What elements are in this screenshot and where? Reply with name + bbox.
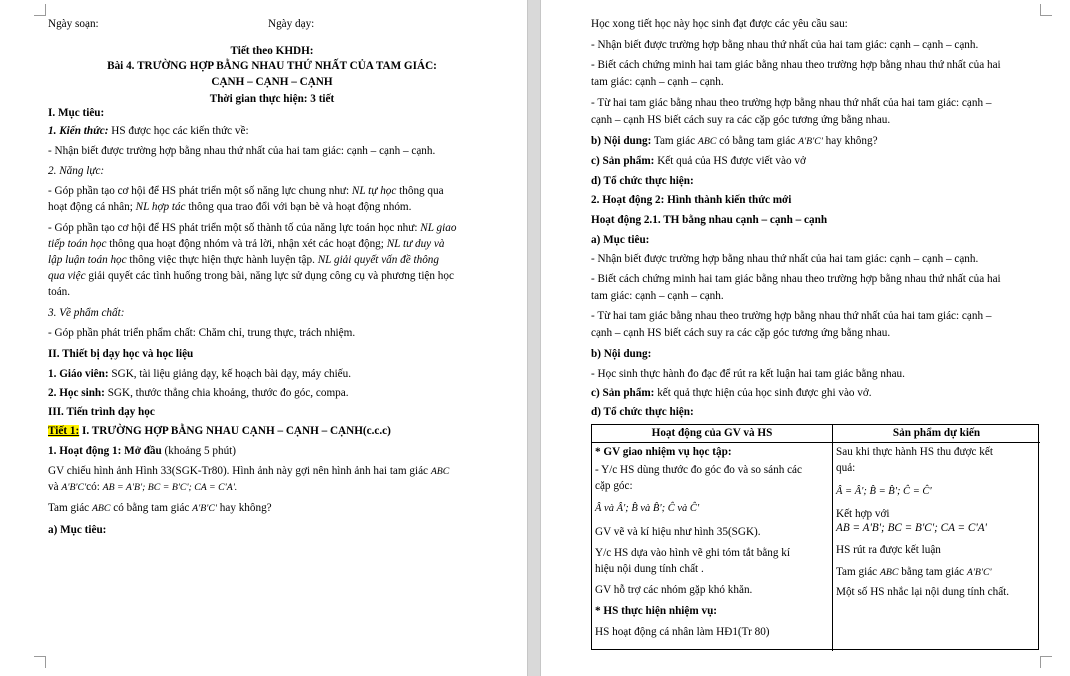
requirement-3-line2: cạnh – cạnh HS biết cách suy ra các cặp góc tương ứng bằng nhau. — [591, 114, 891, 126]
table-cell-text: hiệu nội dung tính chất . — [595, 563, 704, 575]
objective-2-line2: tam giác: cạnh – cạnh – cạnh. — [591, 290, 724, 302]
objective-2-line1: - Biết cách chứng minh hai tam giác bằng nhau theo trường hợp bằng nhau thứ nhất của hai — [591, 273, 1001, 285]
crop-mark — [1040, 4, 1052, 16]
requirements-intro: Học xong tiết học này học sinh đạt được các yêu cầu sau: — [591, 18, 848, 30]
table-cell-text: GV hỗ trợ các nhóm gặp khó khăn. — [595, 584, 753, 596]
lesson-number: Tiết theo KHDH: — [230, 45, 314, 57]
table-cell-text: quả: — [836, 462, 856, 474]
organize-heading: d) Tổ chức thực hiện: — [591, 175, 694, 187]
table-column-divider — [832, 425, 833, 651]
competency-math-line5: toán. — [48, 286, 71, 298]
crop-mark — [1040, 656, 1052, 668]
table-cell-text: Tam giác ABC bằng tam giác A'B'C' — [836, 566, 992, 578]
date-prepare: Ngày soạn: — [48, 18, 99, 30]
competency-math-line4: qua việc giải quyết các tình huống trong bài, năng lực sử dụng công cụ và phương tiện học — [48, 270, 454, 282]
product-line: c) Sản phẩm: Kết quả của HS được viết vào vở — [591, 155, 806, 167]
table-cell-text: HS rút ra được kết luận — [836, 544, 941, 556]
table-cell-text: cặp góc: — [595, 480, 633, 492]
table-cell-text: HS hoạt động cá nhân làm HĐ1(Tr 80) — [595, 626, 770, 638]
lesson-title-line1: Bài 4. TRƯỜNG HỢP BẰNG NHAU THỨ NHẤT CỦA TAM GIÁC: — [107, 60, 437, 72]
table-cell-angles: Â và Â'; B̂ và B̂'; Ĉ và Ĉ' — [595, 503, 700, 514]
table-cell-text: Y/c HS dựa vào hình vẽ ghi tóm tắt bằng kí — [595, 547, 790, 559]
content-line: b) Nội dung: Tam giác ABC có bằng tam giác A'B'C' hay không? — [591, 135, 878, 147]
crop-mark — [34, 4, 46, 16]
activity1-question: Tam giác ABC có bằng tam giác A'B'C' hay không? — [48, 502, 272, 514]
document-page-left[interactable] — [0, 0, 527, 676]
qualities-heading: 3. Về phẩm chất: — [48, 307, 125, 319]
competency-general-line1: - Góp phần tạo cơ hội để HS phát triển một số năng lực chung như: NL tự học thông qua — [48, 185, 444, 197]
objective-3-line2: cạnh – cạnh HS biết cách suy ra các cặp góc tương ứng bằng nhau. — [591, 327, 891, 339]
activity1-objective: a) Mục tiêu: — [48, 524, 107, 536]
activity-table — [591, 424, 1039, 650]
activity2-heading: 2. Hoạt động 2: Hình thành kiến thức mới — [591, 194, 792, 206]
section-process: III. Tiến trình dạy học — [48, 406, 155, 418]
competency-math-line2: tiếp toán học thông qua hoạt động nhóm và trả lời, nhận xét các hoạt động; NL tư duy và — [48, 238, 445, 250]
table-cell-angles: Â = Â'; B̂ = B̂'; Ĉ = Ĉ' — [836, 486, 932, 497]
period-one-heading: Tiết 1: I. TRƯỜNG HỢP BẰNG NHAU CẠNH – CẠNH – CẠNH(c.c.c) — [48, 425, 391, 437]
product2-line: c) Sản phẩm: kết quả thực hiện của học sinh được ghi vào vở. — [591, 387, 872, 399]
table-cell-text: * GV giao nhiệm vụ học tập: — [595, 446, 732, 458]
section-objectives: I. Mục tiêu: — [48, 107, 105, 119]
lesson-duration: Thời gian thực hiện: 3 tiết — [209, 93, 335, 105]
table-cell-text: Sau khi thực hành HS thu được kết — [836, 446, 993, 458]
competency-math-line1: - Góp phần tạo cơ hội để HS phát triển một số thành tố của năng lực toán học như: NL giao — [48, 222, 457, 234]
requirement-2-line1: - Biết cách chứng minh hai tam giác bằng nhau theo trường hợp bằng nhau thứ nhất của hai — [591, 59, 1001, 71]
page-gap — [527, 0, 541, 676]
equipment-student: 2. Học sinh: SGK, thước thẳng chia khoảng, thước đo góc, compa. — [48, 387, 349, 399]
table-header-divider — [592, 442, 1040, 443]
knowledge-line: 1. Kiến thức: HS được học các kiến thức về: — [48, 125, 249, 137]
table-cell-text: * HS thực hiện nhiệm vụ: — [595, 605, 718, 617]
lesson-title-line2: CẠNH – CẠNH – CẠNH — [211, 76, 333, 88]
competency-math-line3: lập luận toán học thông việc thực hiện thực hành luyện tập. NL giải quyết vấn đề thông — [48, 254, 439, 266]
activity21-objective: a) Mục tiêu: — [591, 234, 650, 246]
table-cell-formula: AB = A'B'; BC = B'C'; CA = C'A' — [836, 522, 987, 534]
requirement-2-line2: tam giác: cạnh – cạnh – cạnh. — [591, 76, 724, 88]
table-header-product: Sản phẩm dự kiến — [892, 427, 981, 439]
activity1-heading: 1. Hoạt động 1: Mở đầu (khoảng 5 phút) — [48, 445, 236, 457]
competency-heading: 2. Năng lực: — [48, 165, 105, 177]
activity1-text-line1: GV chiếu hình ảnh Hình 33(SGK-Tr80). Hình ảnh này gợi nên hình ảnh hai tam giác ABC — [48, 465, 450, 477]
objective-3-line1: - Từ hai tam giác bằng nhau theo trường hợp bằng nhau thứ nhất của hai tam giác: cạnh – — [591, 310, 992, 322]
activity21-heading: Hoạt động 2.1. TH bằng nhau cạnh – cạnh – cạnh — [591, 214, 828, 226]
table-header-activity: Hoạt động của GV và HS — [651, 427, 773, 439]
table-cell-text: GV vẽ và kí hiệu như hình 35(SGK). — [595, 526, 761, 538]
content2-text: - Học sinh thực hành đo đạc để rút ra kết luận hai tam giác bằng nhau. — [591, 368, 905, 380]
date-teach: Ngày dạy: — [268, 18, 315, 30]
requirement-3-line1: - Từ hai tam giác bằng nhau theo trường hợp bằng nhau thứ nhất của hai tam giác: cạnh – — [591, 97, 992, 109]
table-cell-text: - Y/c HS dùng thước đo góc đo và so sánh các — [595, 464, 802, 476]
table-cell-text: Kết hợp với — [836, 508, 890, 520]
document-page-right[interactable] — [541, 0, 1070, 676]
objective-1: - Nhận biết được trường hợp bằng nhau thứ nhất của hai tam giác: cạnh – cạnh – cạnh. — [591, 253, 979, 265]
table-cell-text: Một số HS nhắc lại nội dung tính chất. — [836, 586, 1010, 598]
activity1-text-line2: và A'B'C'có: AB = A'B'; BC = B'C'; CA = C'A'. — [48, 481, 238, 493]
section-equipment: II. Thiết bị dạy học và học liệu — [48, 348, 194, 360]
equipment-teacher: 1. Giáo viên: SGK, tài liệu giảng dạy, kế hoạch bài dạy, máy chiếu. — [48, 368, 352, 380]
crop-mark — [34, 656, 46, 668]
requirement-1: - Nhận biết được trường hợp bằng nhau thứ nhất của hai tam giác: cạnh – cạnh – cạnh. — [591, 39, 979, 51]
knowledge-item: - Nhận biết được trường hợp bằng nhau thứ nhất của hai tam giác: cạnh – cạnh – cạnh. — [48, 145, 436, 157]
competency-general-line2: hoạt động cá nhân; NL hợp tác thông qua trao đổi với bạn bè và hoạt động nhóm. — [48, 201, 412, 213]
organize2-heading: d) Tổ chức thực hiện: — [591, 406, 694, 418]
qualities-item: - Góp phần phát triển phẩm chất: Chăm chỉ, trung thực, trách nhiệm. — [48, 327, 356, 339]
content2-heading: b) Nội dung: — [591, 348, 652, 360]
